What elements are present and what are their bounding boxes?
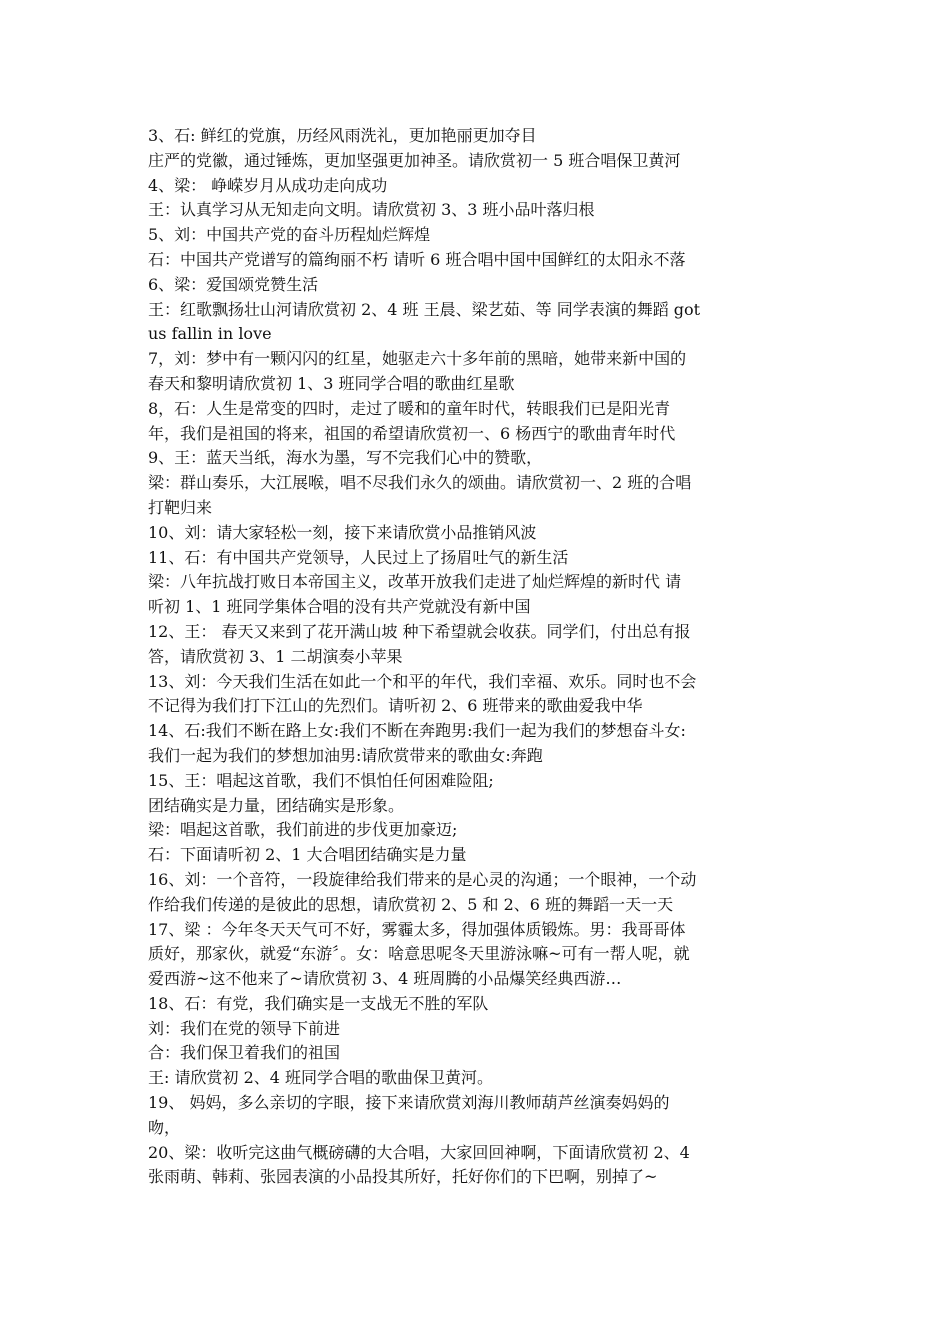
text-line: 作给我们传递的是彼此的思想，请欣赏初 2、5 和 2、6 班的舞蹈一天一天 <box>148 894 674 914</box>
text-line: 10、刘：请大家轻松一刻，接下来请欣赏小品推销风波 <box>148 522 537 542</box>
text-line: 春天和黎明请欣赏初 1、3 班同学合唱的歌曲红星歌 <box>148 373 515 393</box>
text-line: 质好，那家伙，就爱“东游〞。女：啥意思呢冬天里游泳嘛~可有一帮人呢，就 <box>148 944 690 964</box>
text-line: 19、 妈妈，多么亲切的字眼，接下来请欣赏刘海川教师葫芦丝演奏妈妈的 <box>148 1093 670 1113</box>
text-line: 13、刘：今天我们生活在如此一个和平的年代，我们幸福、欢乐。同时也不会 <box>148 671 697 691</box>
text-line: 合：我们保卫着我们的祖国 <box>148 1043 341 1063</box>
text-line: 王: 请欣赏初 2、4 班同学合唱的歌曲保卫黄河。 <box>148 1068 494 1088</box>
text-line: 梁：唱起这首歌，我们前进的步伐更加豪迈; <box>148 820 458 840</box>
text-line: 年，我们是祖国的将来，祖国的希望请欣赏初一、6 杨西宁的歌曲青年时代 <box>148 423 676 443</box>
text-line: 20、梁：收听完这曲气概磅礴的大合唱，大家回回神啊，下面请欣赏初 2、4 <box>148 1142 690 1162</box>
text-line: 团结确实是力量，团结确实是形象。 <box>148 795 405 815</box>
text-line: 11、石：有中国共产党领导，人民过上了扬眉吐气的新生活 <box>148 547 569 567</box>
text-line: 张雨萌、韩莉、张园表演的小品投其所好，托好你们的下巴啊，别掉了~ <box>148 1167 658 1187</box>
document-body <box>148 124 808 1190</box>
text-line: 4、梁： 峥嵘岁月从成功走向成功 <box>148 175 388 195</box>
text-line: 刘：我们在党的领导下前进 <box>148 1018 341 1038</box>
text-line: 18、石：有党，我们确实是一支战无不胜的军队 <box>148 993 489 1013</box>
text-line: 15、王：唱起这首歌，我们不惧怕任何困难险阻; <box>148 770 494 790</box>
text-line: 9、王：蓝天当纸，海水为墨，写不完我们心中的赞歌， <box>148 448 543 468</box>
text-line: 14、石:我们不断在路上女:我们不断在奔跑男:我们一起为我们的梦想奋斗女: <box>148 721 686 741</box>
text-line: 王：红歌飘扬壮山河请欣赏初 2、4 班 王晨、梁艺茹、等 同学表演的舞蹈 got <box>148 299 701 319</box>
text-line: 梁：群山奏乐，大江展喉，唱不尽我们永久的颂曲。请欣赏初一、2 班的合唱 <box>148 473 692 493</box>
text-line: 梁：八年抗战打败日本帝国主义，改革开放我们走进了灿烂辉煌的新时代 请 <box>148 572 682 592</box>
text-line: 8，石：人生是常变的四时，走过了暖和的童年时代，转眼我们已是阳光青 <box>148 398 671 418</box>
text-line: 16、刘：一个音符，一段旋律给我们带来的是心灵的沟通；一个眼神，一个动 <box>148 869 697 889</box>
text-line: 不记得为我们打下江山的先烈们。请听初 2、6 班带来的歌曲爱我中华 <box>148 696 643 716</box>
text-line: 3、石: 鲜红的党旗，历经风雨洗礼，更加艳丽更加夺目 <box>148 126 537 145</box>
text-line: 5、刘：中国共产党的奋斗历程灿烂辉煌 <box>148 225 431 245</box>
text-line: 17、梁 ：今年冬天天气可不好，雾霾太多，得加强体质锻炼。男：我哥哥体 <box>148 919 686 939</box>
text-line: 打靶归来 <box>148 497 213 517</box>
text-line: 石：中国共产党谱写的篇绚丽不朽 请听 6 班合唱中国中国鲜红的太阳永不落 <box>148 249 686 269</box>
text-line: 答，请欣赏初 3、1 二胡演奏小苹果 <box>148 646 403 666</box>
text-line: 我们一起为我们的梦想加油男:请欣赏带来的歌曲女:奔跑 <box>148 745 543 765</box>
text-line: 爱西游~这不他来了~请欣赏初 3、4 班周腾的小品爆笑经典西游… <box>148 969 622 989</box>
text-line: 吻， <box>148 1117 181 1137</box>
text-line: 听初 1、1 班同学集体合唱的没有共产党就没有新中国 <box>148 597 531 617</box>
text-line: 庄严的党徽，通过锤炼，更加坚强更加神圣。请欣赏初一 5 班合唱保卫黄河 <box>148 150 681 170</box>
text-line: 7，刘：梦中有一颗闪闪的红星，她驱走六十多年前的黑暗，她带来新中国的 <box>148 349 687 369</box>
text-line: 12、王： 春天又来到了花开满山坡 种下希望就会收获。同学们，付出总有报 <box>148 621 691 641</box>
text-line: 王：认真学习从无知走向文明。请欣赏初 3、3 班小品叶落归根 <box>148 200 595 220</box>
text-line: 石：下面请听初 2、1 大合唱团结确实是力量 <box>148 845 467 865</box>
text-line: 6、梁：爱国颂党赞生活 <box>148 274 319 294</box>
text-line: us fallin in love <box>148 324 272 344</box>
